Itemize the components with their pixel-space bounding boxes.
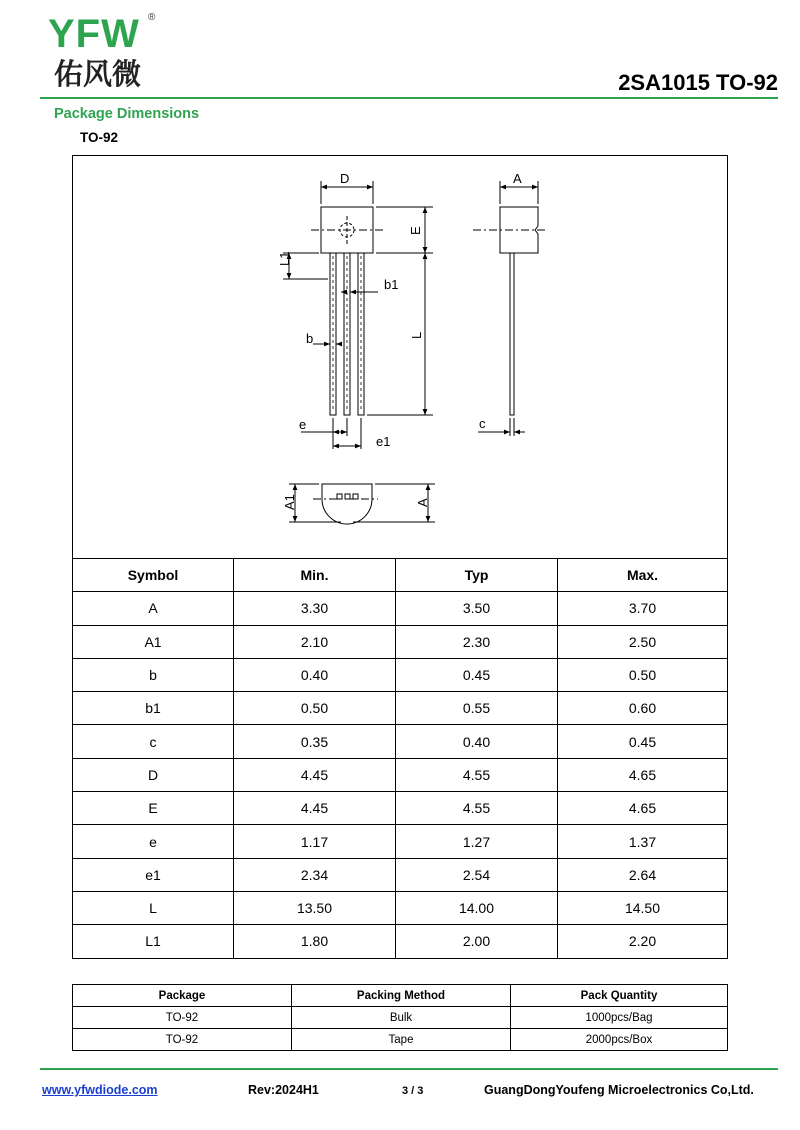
label-A-bottom: A [415, 498, 430, 507]
table-row [73, 891, 727, 924]
cell: b [73, 658, 234, 691]
col-symbol: Symbol [73, 559, 234, 592]
cell: A [73, 592, 234, 625]
cell: 0.45 [396, 658, 558, 691]
table-row [73, 825, 727, 858]
table-row [73, 725, 727, 758]
col-pack-quantity: Pack Quantity [511, 985, 728, 1007]
cell: 4.65 [558, 792, 728, 825]
cell: 2.64 [558, 858, 728, 891]
cell: 2.50 [558, 625, 728, 658]
cell: 2.34 [234, 858, 396, 891]
cell: e [73, 825, 234, 858]
cell: 1.37 [558, 825, 728, 858]
label-b: b [306, 331, 314, 346]
cell: 0.60 [558, 692, 728, 725]
col-package: Package [73, 985, 292, 1007]
cell: Tape [292, 1029, 511, 1051]
cell: 14.00 [396, 891, 558, 924]
cell: 0.50 [558, 658, 728, 691]
col-typ: Typ [396, 559, 558, 592]
label-L: L [409, 331, 424, 339]
cell: c [73, 725, 234, 758]
table-row [73, 625, 727, 658]
label-A: A [513, 171, 522, 186]
side-lead [510, 253, 514, 415]
logo-chinese-text: 佑风微 [54, 59, 142, 91]
header-divider [40, 97, 778, 99]
label-b1: b1 [384, 277, 399, 292]
packing-header-row [73, 985, 728, 1007]
cell: 4.55 [396, 758, 558, 791]
table-row [73, 692, 727, 725]
cell: 1.17 [234, 825, 396, 858]
cell: 3.30 [234, 592, 396, 625]
cell: E [73, 792, 234, 825]
cell: 4.55 [396, 792, 558, 825]
label-L1: L1 [277, 251, 292, 266]
cell: L1 [73, 925, 234, 958]
cell: 0.55 [396, 692, 558, 725]
dimensions-table [73, 558, 727, 958]
cell: 2000pcs/Box [511, 1029, 728, 1051]
logo-text: YFW [48, 12, 140, 56]
cell: 13.50 [234, 891, 396, 924]
dimensions-header-row [73, 559, 727, 592]
cell: 0.40 [396, 725, 558, 758]
table-row [73, 592, 727, 625]
cell: 2.30 [396, 625, 558, 658]
cell: 2.00 [396, 925, 558, 958]
cell: 4.45 [234, 792, 396, 825]
cell: 1000pcs/Bag [511, 1007, 728, 1029]
package-subtitle: TO-92 [80, 130, 119, 145]
cell: 2.20 [558, 925, 728, 958]
footer-page-number: 3 / 3 [402, 1085, 424, 1097]
cell: A1 [73, 625, 234, 658]
cell: 0.50 [234, 692, 396, 725]
label-c: c [479, 416, 486, 431]
table-row [73, 658, 727, 691]
label-E: E [408, 226, 423, 235]
package-outline-drawing [73, 156, 727, 558]
cell: TO-92 [73, 1007, 292, 1029]
cell: 14.50 [558, 891, 728, 924]
table-row [73, 925, 727, 958]
bottom-view-body [322, 484, 372, 524]
cell: 0.35 [234, 725, 396, 758]
label-e1: e1 [376, 434, 391, 449]
registered-mark: ® [148, 12, 156, 23]
cell: 3.70 [558, 592, 728, 625]
table-row [73, 1007, 728, 1029]
footer-company: GuangDongYoufeng Microelectronics Co,Ltd. [484, 1083, 754, 1097]
part-title: 2SA1015 TO-92 [618, 70, 778, 95]
table-row [73, 858, 727, 891]
label-D: D [340, 171, 350, 186]
cell: b1 [73, 692, 234, 725]
cell: 4.45 [234, 758, 396, 791]
cell: Bulk [292, 1007, 511, 1029]
company-logo [48, 14, 168, 94]
label-A1: A1 [282, 494, 297, 510]
col-min: Min. [234, 559, 396, 592]
cell: 1.80 [234, 925, 396, 958]
table-row [73, 758, 727, 791]
cell: 1.27 [396, 825, 558, 858]
cell: 2.10 [234, 625, 396, 658]
dimensions-frame [72, 155, 728, 959]
footer-revision: Rev:2024H1 [248, 1083, 319, 1097]
table-row [73, 792, 727, 825]
website-link[interactable]: www.yfwdiode.com [42, 1083, 158, 1097]
cell: D [73, 758, 234, 791]
col-max: Max. [558, 559, 728, 592]
col-packing-method: Packing Method [292, 985, 511, 1007]
cell: 2.54 [396, 858, 558, 891]
cell: 3.50 [396, 592, 558, 625]
cell: 0.45 [558, 725, 728, 758]
footer-website[interactable] [42, 1083, 158, 1097]
label-e: e [299, 417, 307, 432]
cell: TO-92 [73, 1029, 292, 1051]
section-title: Package Dimensions [54, 106, 200, 122]
cell: 0.40 [234, 658, 396, 691]
cell: 4.65 [558, 758, 728, 791]
footer-divider [40, 1068, 778, 1070]
table-row [73, 1029, 728, 1051]
cell: e1 [73, 858, 234, 891]
cell: L [73, 891, 234, 924]
packing-table [72, 984, 728, 1051]
